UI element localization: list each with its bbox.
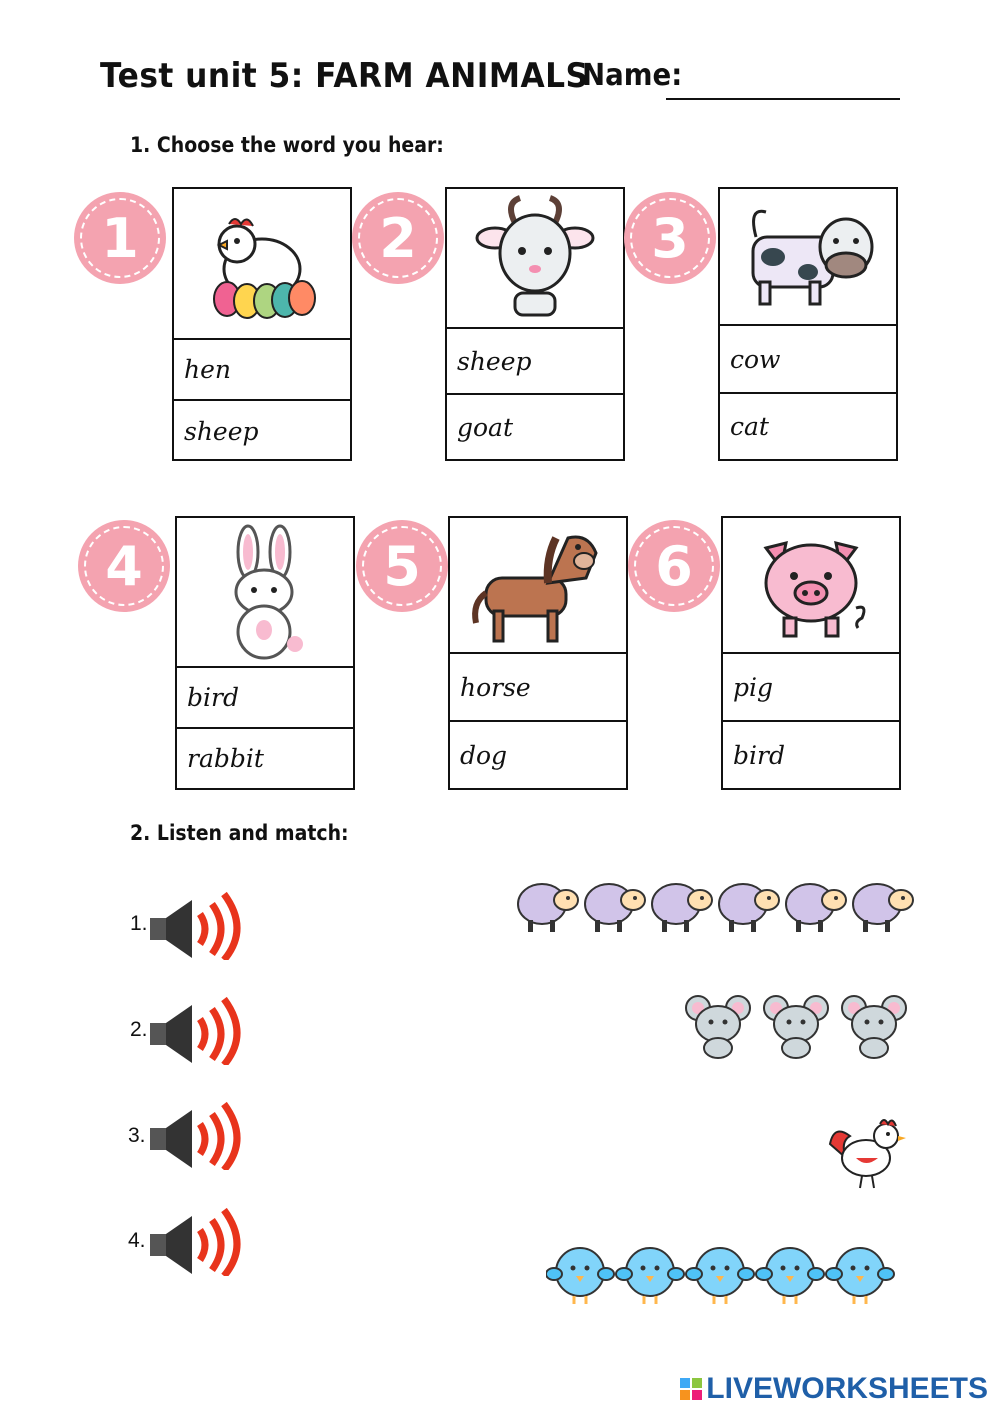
speaker-icon[interactable]	[148, 1100, 248, 1175]
option-5b[interactable]: dog	[460, 740, 508, 770]
liveworksheets-logo	[680, 1372, 988, 1406]
option-1b[interactable]: sheep	[184, 416, 259, 446]
option-4b[interactable]: rabbit	[187, 744, 264, 773]
question-card-1	[172, 187, 352, 461]
hen-icon	[174, 189, 350, 340]
number-badge-1: 1	[74, 192, 166, 284]
question-card-2	[445, 187, 625, 461]
question-card-3	[718, 187, 898, 461]
listen-item-number-4: 4.	[128, 1229, 146, 1252]
speaker-icon[interactable]	[148, 995, 248, 1070]
section-1-heading: 1. Choose the word you hear:	[130, 133, 444, 157]
option-6b[interactable]: bird	[733, 740, 785, 770]
speaker-icon[interactable]	[148, 1206, 248, 1281]
sheep-icon	[518, 884, 578, 932]
number-badge-5: 5	[356, 520, 448, 612]
rabbit-icon	[177, 518, 353, 668]
six-sheep-picture[interactable]	[514, 876, 924, 941]
listen-item-number-1: 1.	[130, 912, 148, 935]
listen-item-number-3: 3.	[128, 1124, 146, 1147]
option-3a[interactable]: cow	[720, 326, 896, 394]
worksheet-title: Test unit 5: FARM ANIMALS	[100, 56, 589, 96]
number-badge-4: 4	[78, 520, 170, 612]
brand-text: LIVEWORKSHEETS	[706, 1372, 988, 1405]
option-2b[interactable]: goat	[457, 412, 514, 442]
five-bird-picture[interactable]	[546, 1238, 902, 1315]
number-badge-2: 2	[352, 192, 444, 284]
question-card-4	[175, 516, 355, 790]
option-3b[interactable]: cat	[730, 412, 769, 441]
number-badge-3: 3	[624, 192, 716, 284]
name-label: Name:	[582, 58, 683, 93]
number-badge-6: 6	[628, 520, 720, 612]
section-2-heading: 2. Listen and match:	[130, 821, 349, 845]
name-input-line[interactable]	[666, 98, 900, 100]
speaker-icon[interactable]	[148, 890, 248, 965]
rooster-icon[interactable]	[826, 1114, 906, 1195]
option-6a[interactable]: pig	[723, 654, 899, 722]
cow-icon	[720, 189, 896, 326]
bird-icon	[546, 1248, 614, 1304]
mouse-icon	[686, 996, 750, 1058]
goat-icon	[447, 189, 623, 329]
question-card-6	[721, 516, 901, 790]
pig-icon	[723, 518, 899, 654]
option-4a[interactable]: bird	[177, 668, 353, 729]
listen-item-number-2: 2.	[130, 1018, 148, 1041]
horse-icon	[450, 518, 626, 654]
option-2a[interactable]: sheep	[447, 329, 623, 395]
option-5a[interactable]: horse	[450, 654, 626, 722]
option-1a[interactable]: hen	[174, 340, 350, 401]
question-card-5	[448, 516, 628, 790]
three-mouse-picture[interactable]	[684, 992, 920, 1069]
logo-squares-icon	[680, 1378, 702, 1400]
